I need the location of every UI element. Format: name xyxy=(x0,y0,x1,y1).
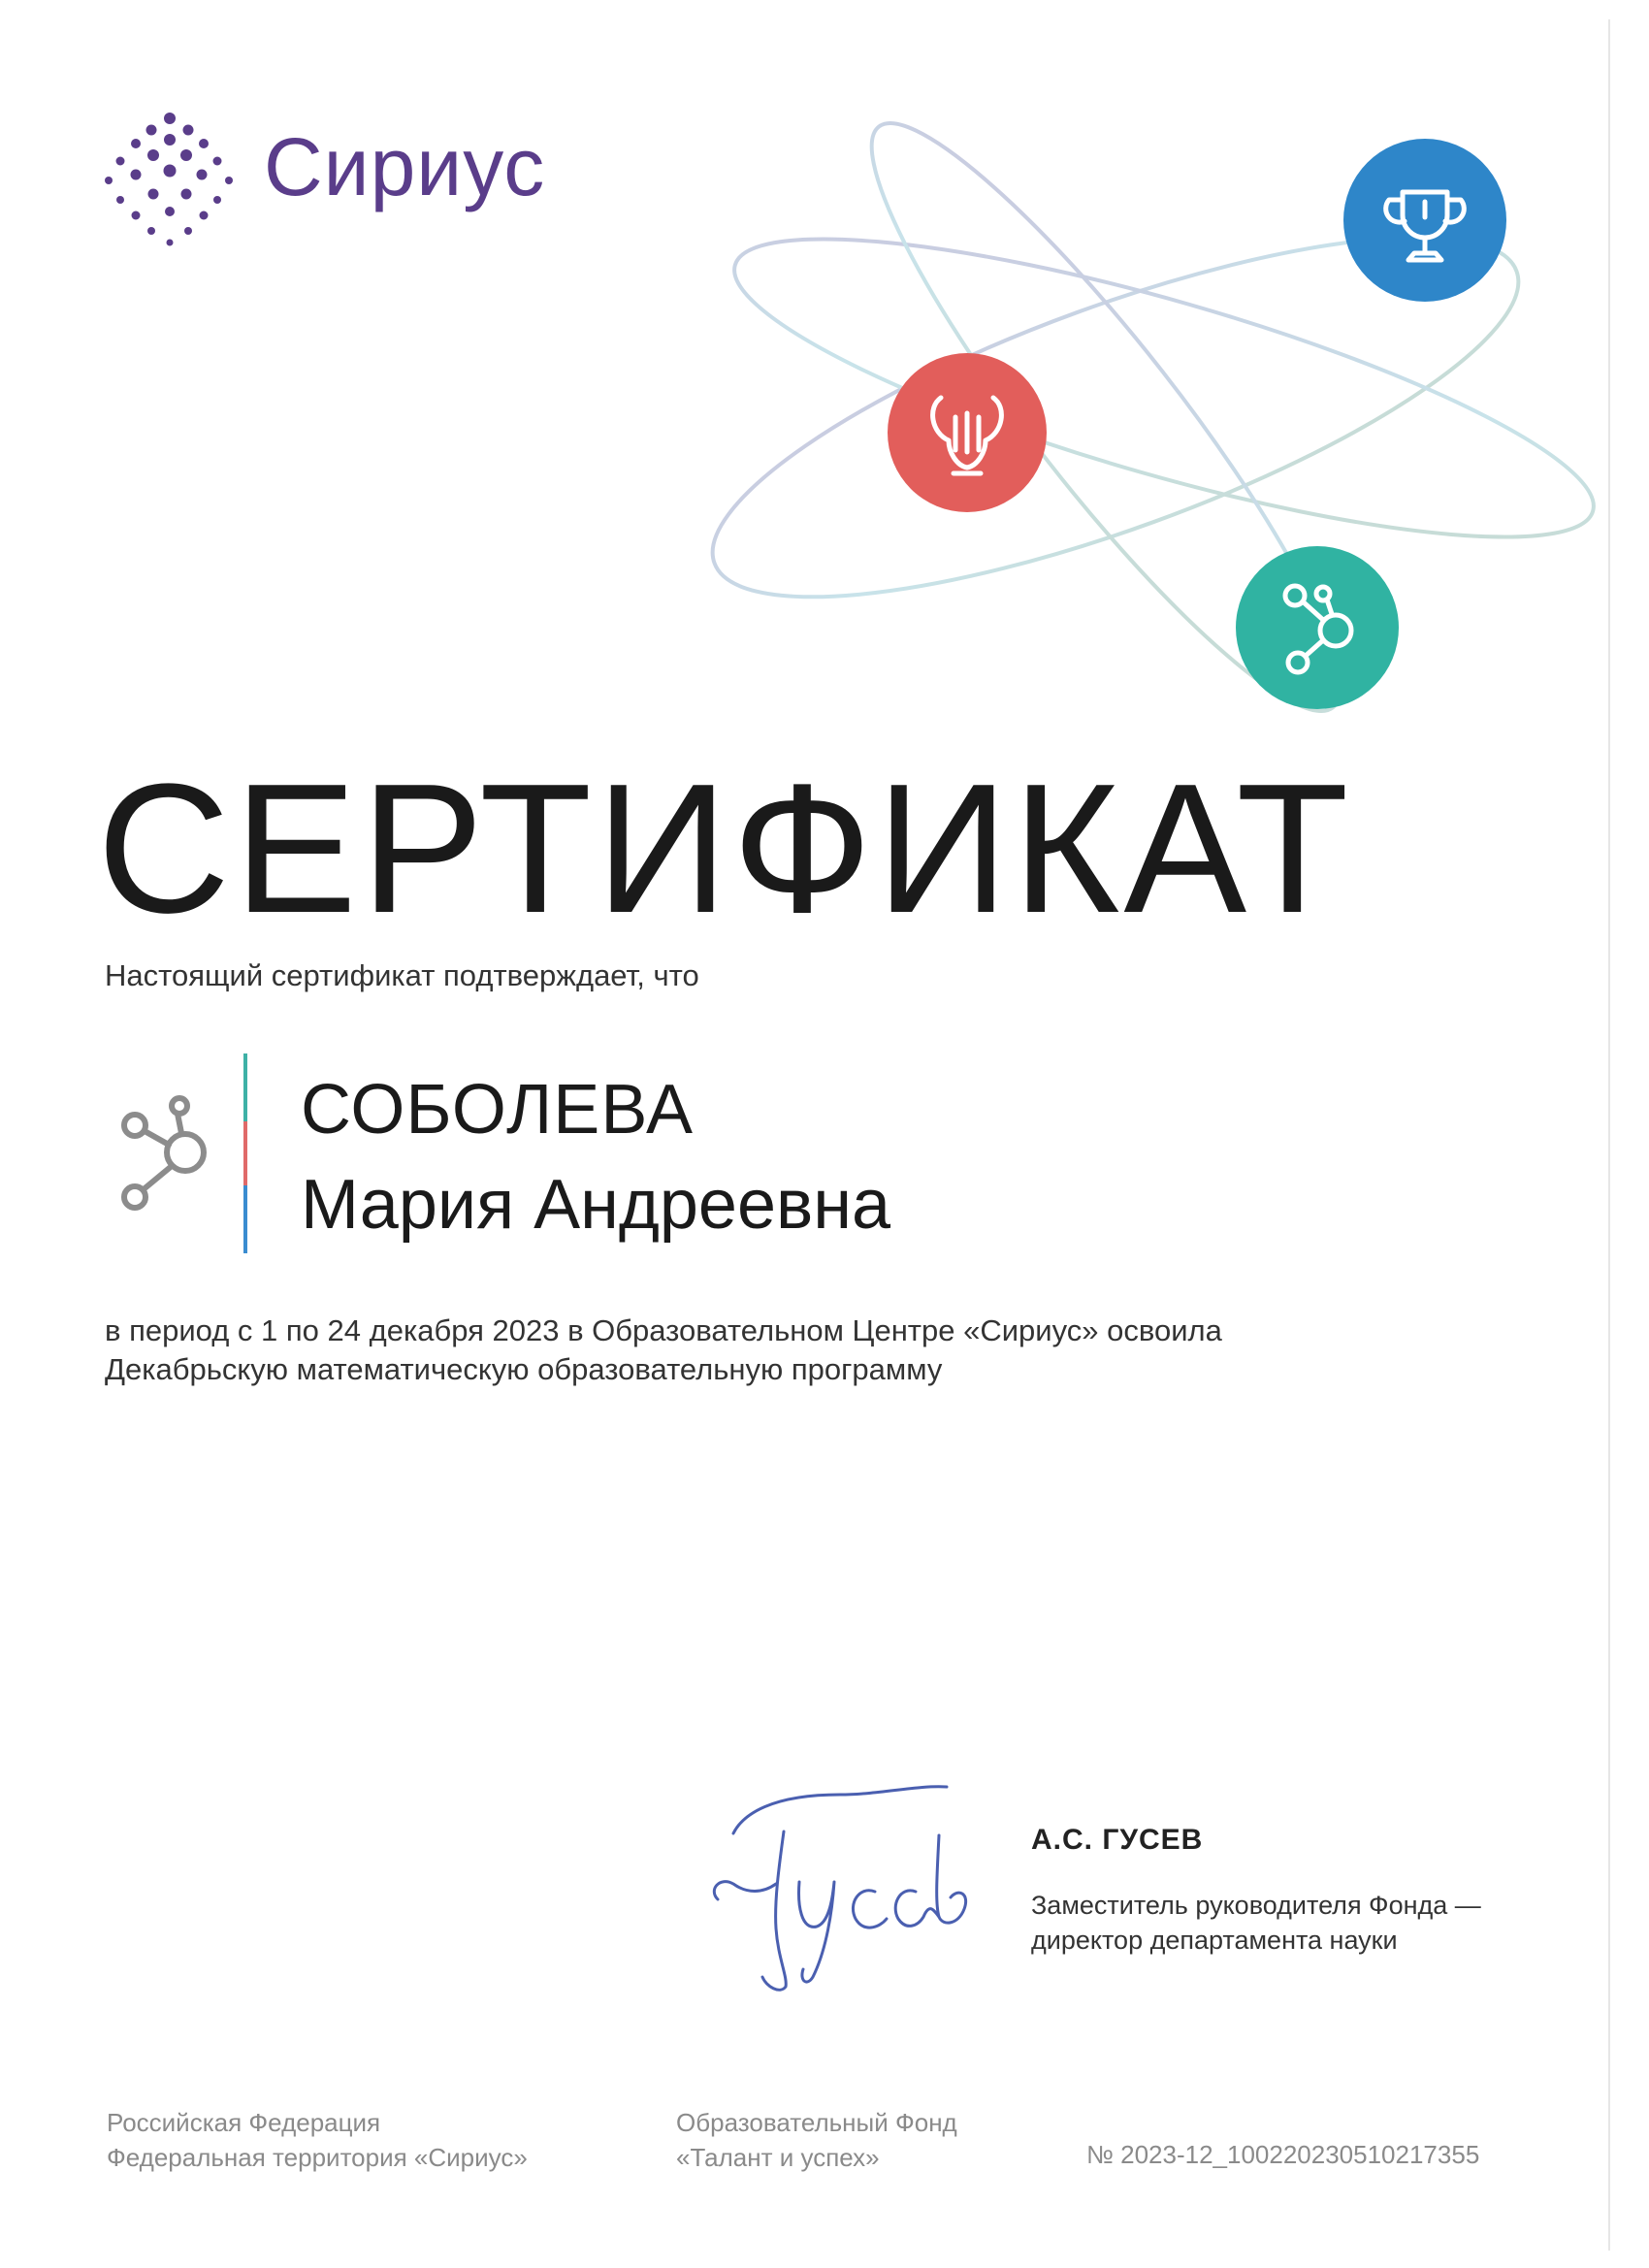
certificate-body xyxy=(105,1312,1463,1389)
sirius-logo-mark-icon xyxy=(97,105,242,250)
footer-line: Образовательный Фонд xyxy=(676,2108,957,2137)
molecule-icon xyxy=(1236,546,1399,709)
scan-edge xyxy=(1608,19,1610,2251)
certificate-intro: Настоящий сертификат подтверждает, что xyxy=(105,958,699,992)
body-line: Декабрьскую математическую образовательную программу xyxy=(105,1352,943,1386)
footer-line: «Талант и успех» xyxy=(676,2143,880,2172)
footer-line: Российская Федерация xyxy=(107,2108,381,2137)
lyre-icon xyxy=(888,353,1047,512)
sirius-logo xyxy=(97,105,582,250)
signatory-title-line: директор департамента науки xyxy=(1031,1926,1398,1955)
orbit-decoration xyxy=(621,97,1600,737)
signatory-title-line: Заместитель руководителя Фонда — xyxy=(1031,1891,1481,1920)
logo-wordmark: Сириус xyxy=(264,121,546,212)
molecule-outline-icon xyxy=(112,1088,218,1216)
certificate-title: СЕРТИФИКАТ xyxy=(97,746,1353,952)
certificate-number: № 2023-12_100220230510217355 xyxy=(1086,2140,1480,2169)
name-accent-bar xyxy=(243,1053,247,1253)
footer-foundation xyxy=(676,2105,957,2175)
signatory-title xyxy=(1031,1888,1481,1958)
body-line: в период с 1 по 24 декабря 2023 в Образовательном Центре «Сириус» освоила xyxy=(105,1313,1222,1347)
recipient-given-names: Мария Андреевна xyxy=(301,1166,891,1244)
footer-line: Федеральная территория «Сириус» xyxy=(107,2143,528,2172)
recipient-surname: СОБОЛЕВА xyxy=(301,1071,694,1149)
signatory-name: А.С. ГУСЕВ xyxy=(1031,1824,1204,1856)
handwritten-signature xyxy=(695,1775,1005,1998)
trophy-icon xyxy=(1343,139,1506,302)
footer-location xyxy=(107,2105,528,2175)
